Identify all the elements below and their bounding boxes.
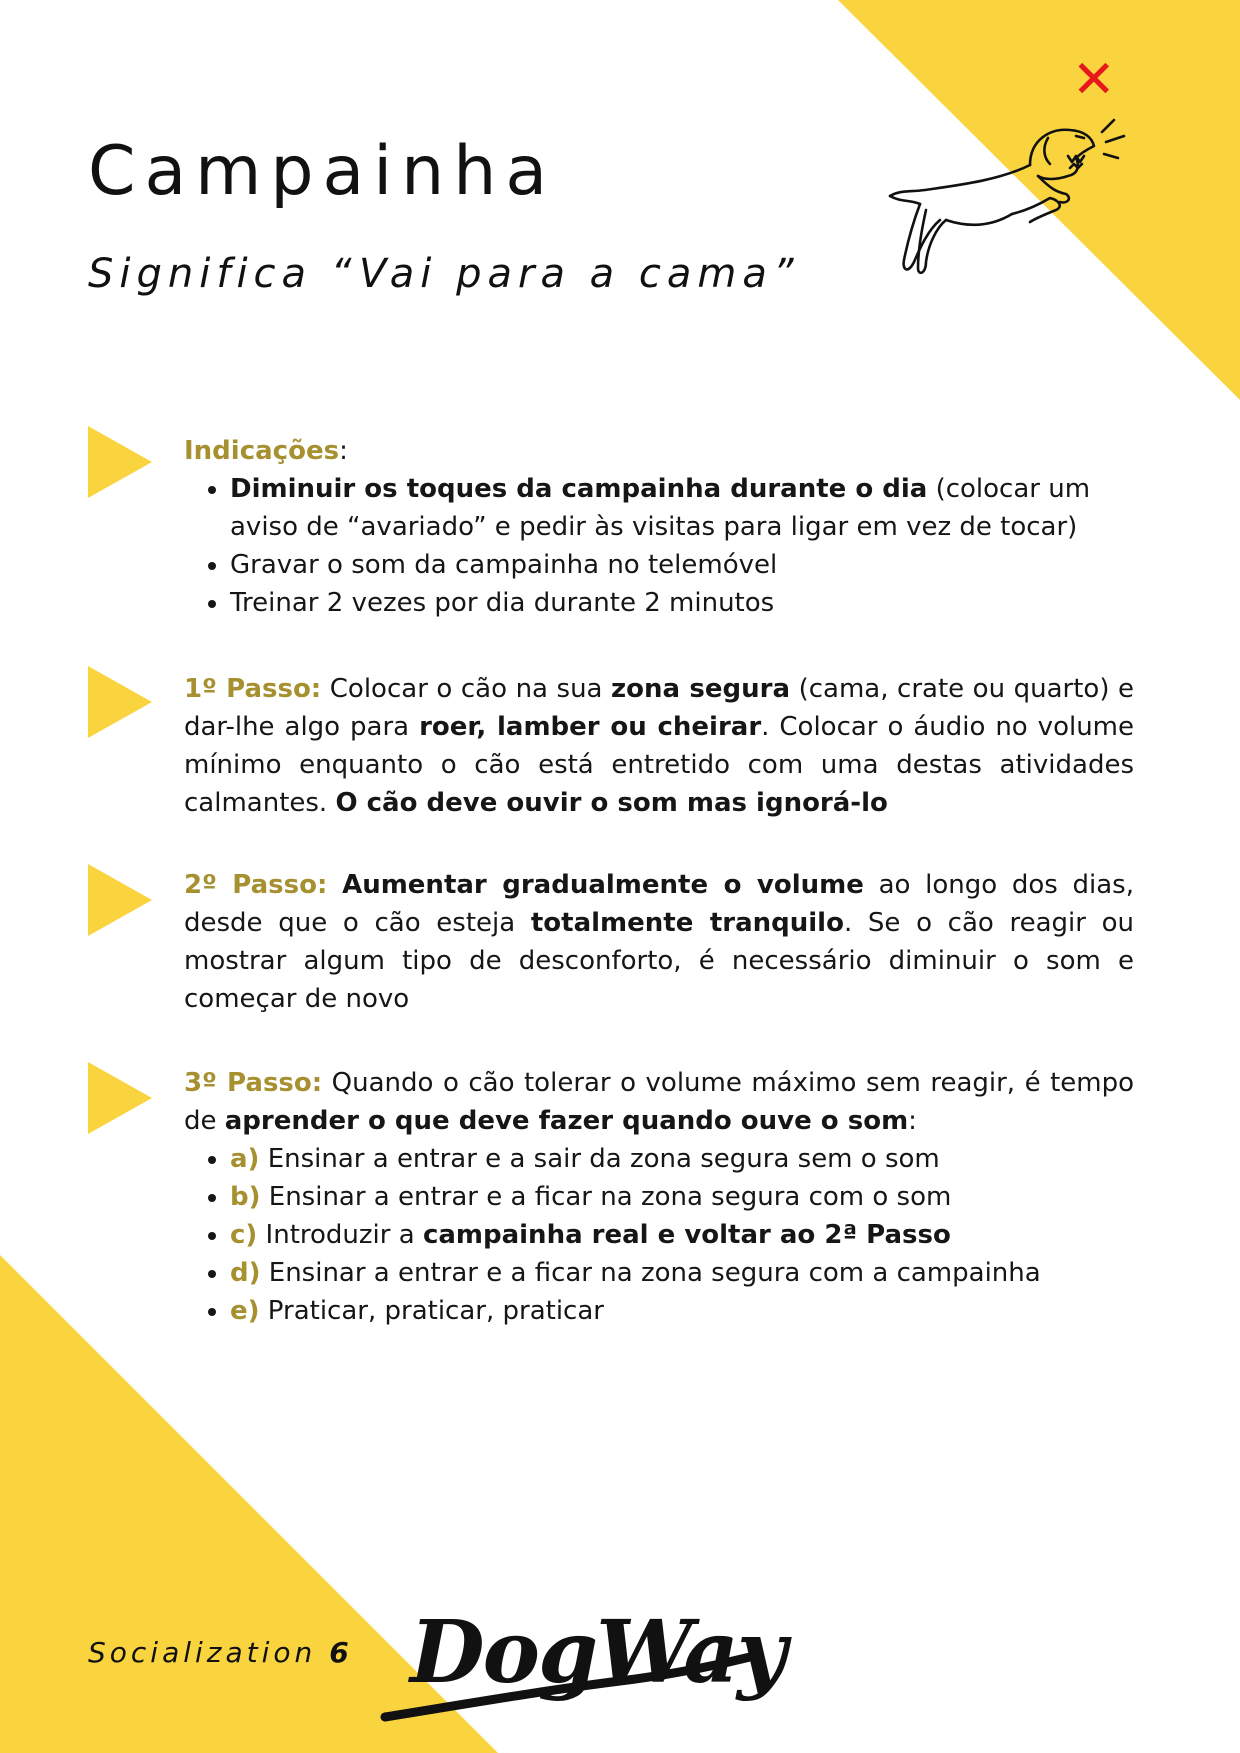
footer-label-text: Socialization: [88, 1636, 317, 1669]
list-item: [230, 584, 1134, 622]
list-item-text: Treinar 2 vezes por dia durante 2 minutos: [230, 588, 775, 618]
list-item-letter: d): [230, 1258, 261, 1288]
step-bold-text: O cão deve ouvir o som mas ignorá-lo: [335, 788, 888, 818]
list-item: [230, 1216, 1134, 1254]
list-item: [230, 1140, 1134, 1178]
step-3-paragraph: [184, 1064, 1134, 1140]
step-1-label: 1º Passo:: [184, 674, 322, 704]
step-2-section: [184, 866, 1134, 1018]
play-arrow-icon: [88, 864, 152, 936]
step-bold-text: roer, lamber ou cheirar: [419, 712, 762, 742]
list-item-bold: Diminuir os toques da campainha durante o dia: [230, 474, 928, 504]
red-x-icon: ✕: [1072, 50, 1116, 110]
list-item-text: Ensinar a entrar e a ficar na zona segura com a campainha: [260, 1258, 1041, 1288]
step-text: ao longo dos dias, desde que o cão esteja: [184, 870, 1134, 938]
step-text: :: [908, 1106, 917, 1136]
list-item: [230, 1254, 1134, 1292]
list-item-text: Ensinar a entrar e a sair da zona segura sem o som: [259, 1144, 940, 1174]
step-bold-text: aprender o que deve fazer quando ouve o som: [224, 1106, 909, 1136]
list-item-letter: b): [230, 1182, 261, 1212]
step-3-list: [184, 1140, 1134, 1330]
list-item: [230, 546, 1134, 584]
page-number: 6: [329, 1636, 353, 1669]
indicacoes-label: Indicações: [184, 436, 340, 466]
footer-section-label: [88, 1636, 353, 1669]
step-text: Quando o cão tolerar o volume máximo sem reagir, é tempo de: [184, 1068, 1134, 1136]
indicacoes-colon: :: [339, 436, 348, 466]
step-text: . Colocar o áudio no volume mínimo enquanto o cão está entretido com uma destas atividades calmantes.: [184, 712, 1134, 818]
list-item-text: Praticar, praticar, praticar: [259, 1296, 604, 1326]
list-item-text: Introduzir a: [257, 1220, 423, 1250]
step-3-label: 3º Passo:: [184, 1068, 323, 1098]
list-item: [230, 470, 1134, 546]
indicacoes-list: [184, 470, 1134, 622]
step-text: (cama, crate ou quarto) e dar-lhe algo para: [184, 674, 1135, 742]
list-item-text: Ensinar a entrar e a ficar na zona segura com o som: [260, 1182, 952, 1212]
barking-dog-illustration: [880, 110, 1140, 310]
list-item: [230, 1292, 1134, 1330]
step-1-section: [184, 670, 1134, 822]
step-2-paragraph: [184, 866, 1134, 1018]
step-bold-text: zona segura: [611, 674, 791, 704]
list-item-text: Gravar o som da campainha no telemóvel: [230, 550, 778, 580]
play-arrow-icon: [88, 1062, 152, 1134]
step-3-section: [184, 1064, 1134, 1330]
step-bold-text: totalmente tranquilo: [530, 908, 844, 938]
list-item-text: (colocar um aviso de “avariado” e pedir às visitas para ligar em vez de tocar): [230, 474, 1091, 542]
dogway-logo: DogWay: [410, 1602, 785, 1703]
play-arrow-icon: [88, 426, 152, 498]
page-title: Campainha: [88, 132, 556, 211]
page-subtitle: Significa “Vai para a cama”: [88, 251, 800, 297]
list-item-letter: c): [230, 1220, 258, 1250]
list-item-letter: e): [230, 1296, 260, 1326]
step-text: Colocar o cão na sua: [321, 674, 612, 704]
step-bold-text: Aumentar gradualmente o volume: [342, 870, 864, 900]
list-item-bold: campainha real e voltar ao 2ª Passo: [422, 1220, 951, 1250]
list-item-letter: a): [230, 1144, 260, 1174]
step-1-paragraph: [184, 670, 1134, 822]
step-2-label: 2º Passo:: [184, 870, 328, 900]
step-text: . Se o cão reagir ou mostrar algum tipo de desconforto, é necessário diminuir o som e começar de novo: [184, 908, 1135, 1014]
indicacoes-heading: [184, 432, 1134, 470]
play-arrow-icon: [88, 666, 152, 738]
list-item: [230, 1178, 1134, 1216]
indicacoes-section: [184, 432, 1134, 622]
